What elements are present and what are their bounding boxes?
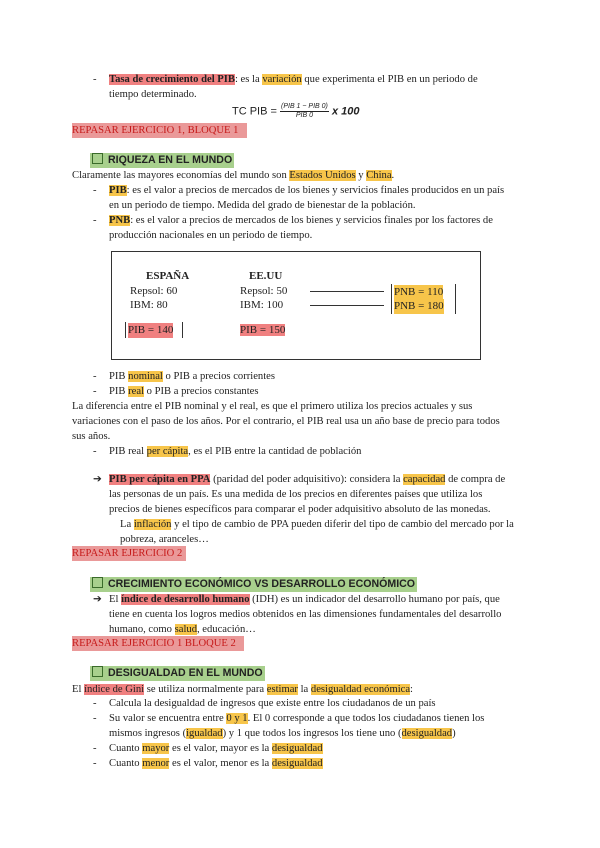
highlight: estimar [266, 684, 298, 695]
pib-term: PIB [109, 185, 127, 196]
highlight: nominal [128, 371, 163, 382]
text: ) [452, 728, 456, 739]
text: o PIB a precios constantes [144, 386, 259, 397]
bullet-dash: - [93, 386, 97, 397]
highlight: mayor [142, 743, 170, 754]
text: y [355, 170, 367, 181]
text: La [120, 519, 134, 530]
section-crecimiento [90, 577, 417, 592]
text: : es la [234, 74, 263, 85]
text: Cuanto [109, 758, 143, 769]
box-pib150-wrap [240, 323, 285, 338]
pib-line-2: en un periodo de tiempo. Medida del grado de bienestar de la población. [109, 200, 416, 211]
text: (paridad del poder adquisitivo): considera la [210, 474, 404, 485]
section-title: CRECIMIENTO ECONÓMICO VS DESARROLLO ECONÓMICO [108, 578, 416, 590]
pib-real [109, 384, 258, 399]
highlight: menor [142, 758, 170, 769]
gini-b3 [109, 726, 456, 741]
text: PIB [109, 386, 129, 397]
idh-line-3 [109, 622, 256, 637]
arrow-line-1 [310, 291, 384, 292]
highlight: desigualdad económica [310, 684, 411, 695]
arrow-icon: ➔ [93, 474, 102, 485]
text: mismos ingresos ( [109, 728, 187, 739]
text: Cuanto [109, 743, 143, 754]
ppa-line-5: pobreza, aranceles… [120, 534, 209, 545]
checkbox-icon[interactable] [92, 577, 103, 588]
checkbox-icon[interactable] [92, 153, 103, 164]
text: (IDH) es un indicador del desarrollo humano por país, que [249, 594, 500, 605]
ppa-line-2: las personas de un país. Es una medida de los precios en diferentes países que utiliza los [109, 489, 483, 500]
formula [232, 103, 359, 120]
box-pnb110: PNB = 110 [394, 286, 444, 298]
text: El [109, 594, 122, 605]
checkbox-icon[interactable] [92, 666, 103, 677]
bullet-dash: - [93, 758, 97, 769]
box-pib140: PIB = 140 [128, 324, 174, 336]
riqueza-intro [72, 168, 394, 183]
text: : es el valor a precios de mercados de los bienes y servicios finales producidos en un país [126, 185, 505, 196]
gini-b5 [109, 756, 323, 771]
pnb-line-1 [109, 213, 493, 228]
formula-den: PIB 0 [295, 112, 313, 119]
gini-intro [72, 682, 413, 697]
formula-rhs: x 100 [328, 105, 360, 118]
highlight: inflación [133, 519, 172, 530]
text: , educación… [197, 624, 256, 635]
tasa-term: Tasa de crecimiento del PIB [109, 74, 235, 85]
text: la [297, 684, 311, 695]
idh-term: índice de desarrollo humano [121, 594, 250, 605]
diff-line-1: La diferencia entre el PIB nominal y el real, es que el primero utiliza los precios actuales y sus [72, 401, 473, 412]
repasar-3: REPASAR EJERCICIO 1 BLOQUE 2 [72, 636, 244, 651]
formula-fraction [280, 103, 329, 120]
repasar-2: REPASAR EJERCICIO 2 [72, 546, 186, 561]
section-title: DESIGUALDAD EN EL MUNDO [108, 667, 263, 679]
highlight: igualdad [186, 728, 223, 739]
example-box [111, 251, 481, 360]
box-espana: ESPAÑA [146, 270, 190, 282]
ppa-line-3: precios de bienes específicos para comparar el poder adquisitivo absoluto de las monedas. [109, 504, 491, 515]
idh-line-1 [109, 592, 500, 607]
bullet-dash: - [93, 215, 97, 226]
diff-line-3: sus años. [72, 431, 111, 442]
tasa-line-2: tiempo determinado. [109, 89, 197, 100]
tasa-line-1 [109, 72, 478, 87]
highlight: per cápita [146, 446, 189, 457]
text: El [72, 684, 85, 695]
repasar-1: REPASAR EJERCICIO 1, BLOQUE 1 [72, 123, 247, 138]
bullet-dash: - [93, 713, 97, 724]
gini-b2 [109, 711, 484, 726]
text: Su valor se encuentra entre [109, 713, 227, 724]
highlight: desigualdad [271, 743, 323, 754]
box-pnb180: PNB = 180 [394, 300, 444, 312]
section-desigualdad [90, 666, 265, 681]
box-us-l2: IBM: 100 [240, 299, 284, 311]
highlight: salud [174, 624, 197, 635]
text: Claramente las mayores economías del mundo son [72, 170, 290, 181]
pnb-line-2: producción nacionales en un periodo de tiempo. [109, 230, 313, 241]
highlight: 0 y 1 [226, 713, 248, 724]
box-esp-l2: IBM: 80 [130, 299, 168, 311]
pib-per-capita [109, 444, 361, 459]
highlight: China [366, 170, 392, 181]
text: y el tipo de cambio de PPA pueden diferir del tipo de cambio del mercado por la [171, 519, 514, 530]
text: es el valor, menor es la [169, 758, 272, 769]
formula-lhs: TC PIB = [232, 105, 280, 118]
text: de compra de [445, 474, 506, 485]
ppa-line-4 [120, 517, 514, 532]
pnb-term: PNB [109, 215, 131, 226]
highlight: variación [262, 74, 302, 85]
text: . [391, 170, 395, 181]
formula-num: (PIB 1 − PIB 0) [281, 103, 328, 110]
section-title: RIQUEZA EN EL MUNDO [108, 154, 233, 166]
text: se utiliza normalmente para [144, 684, 267, 695]
bullet-dash: - [93, 185, 97, 196]
highlight: índice de Gini [84, 684, 145, 695]
text: PIB [109, 371, 129, 382]
idh-line-2: tiene en cuenta los logros medios obtenidos en las dimensiones fundamentales del desarrollo [109, 609, 502, 620]
ppa-term: PIB per cápita en PPA [109, 474, 211, 485]
box-esp-l1: Repsol: 60 [130, 285, 178, 297]
box-eeuu: EE.UU [249, 270, 283, 282]
bullet-dash: - [93, 698, 97, 709]
text: PIB real [109, 446, 147, 457]
section-riqueza [90, 153, 234, 168]
highlight: desigualdad [401, 728, 453, 739]
text: : [410, 684, 413, 695]
text: es el valor, mayor es la [169, 743, 272, 754]
text: , es el PIB entre la cantidad de población [188, 446, 362, 457]
bullet-dash: - [93, 446, 97, 457]
gini-b4 [109, 741, 323, 756]
gini-b1: Calcula la desigualdad de ingresos que existe entre los ciudadanos de un país [109, 698, 436, 709]
text: o PIB a precios corrientes [162, 371, 275, 382]
text: que experimenta el PIB en un periodo de [301, 74, 478, 85]
highlight: real [128, 386, 145, 397]
text: ) y 1 que todos los ingresos los tiene uno ( [222, 728, 402, 739]
text: : es el valor a precios de mercados de los bienes y servicios finales por los factores de [130, 215, 493, 226]
arrow-icon: ➔ [93, 594, 102, 605]
box-us-l1: Repsol: 50 [240, 285, 288, 297]
text: . El 0 corresponde a que todos los ciudadanos tienen los [247, 713, 485, 724]
box-pib150: PIB = 150 [240, 324, 286, 336]
pib-nominal [109, 369, 275, 384]
pib-line-1 [109, 183, 504, 198]
bullet-dash: - [93, 74, 97, 85]
arrow-line-2 [310, 305, 384, 306]
ppa-line-1 [109, 472, 505, 487]
highlight: capacidad [403, 474, 446, 485]
bullet-dash: - [93, 371, 97, 382]
text: humano, como [109, 624, 175, 635]
bullet-dash: - [93, 743, 97, 754]
diff-line-2: variaciones con el paso de los años. Por el contrario, el PIB real usa un año base de precio para todos [72, 416, 500, 427]
highlight: Estados Unidos [289, 170, 356, 181]
highlight: desigualdad [271, 758, 323, 769]
